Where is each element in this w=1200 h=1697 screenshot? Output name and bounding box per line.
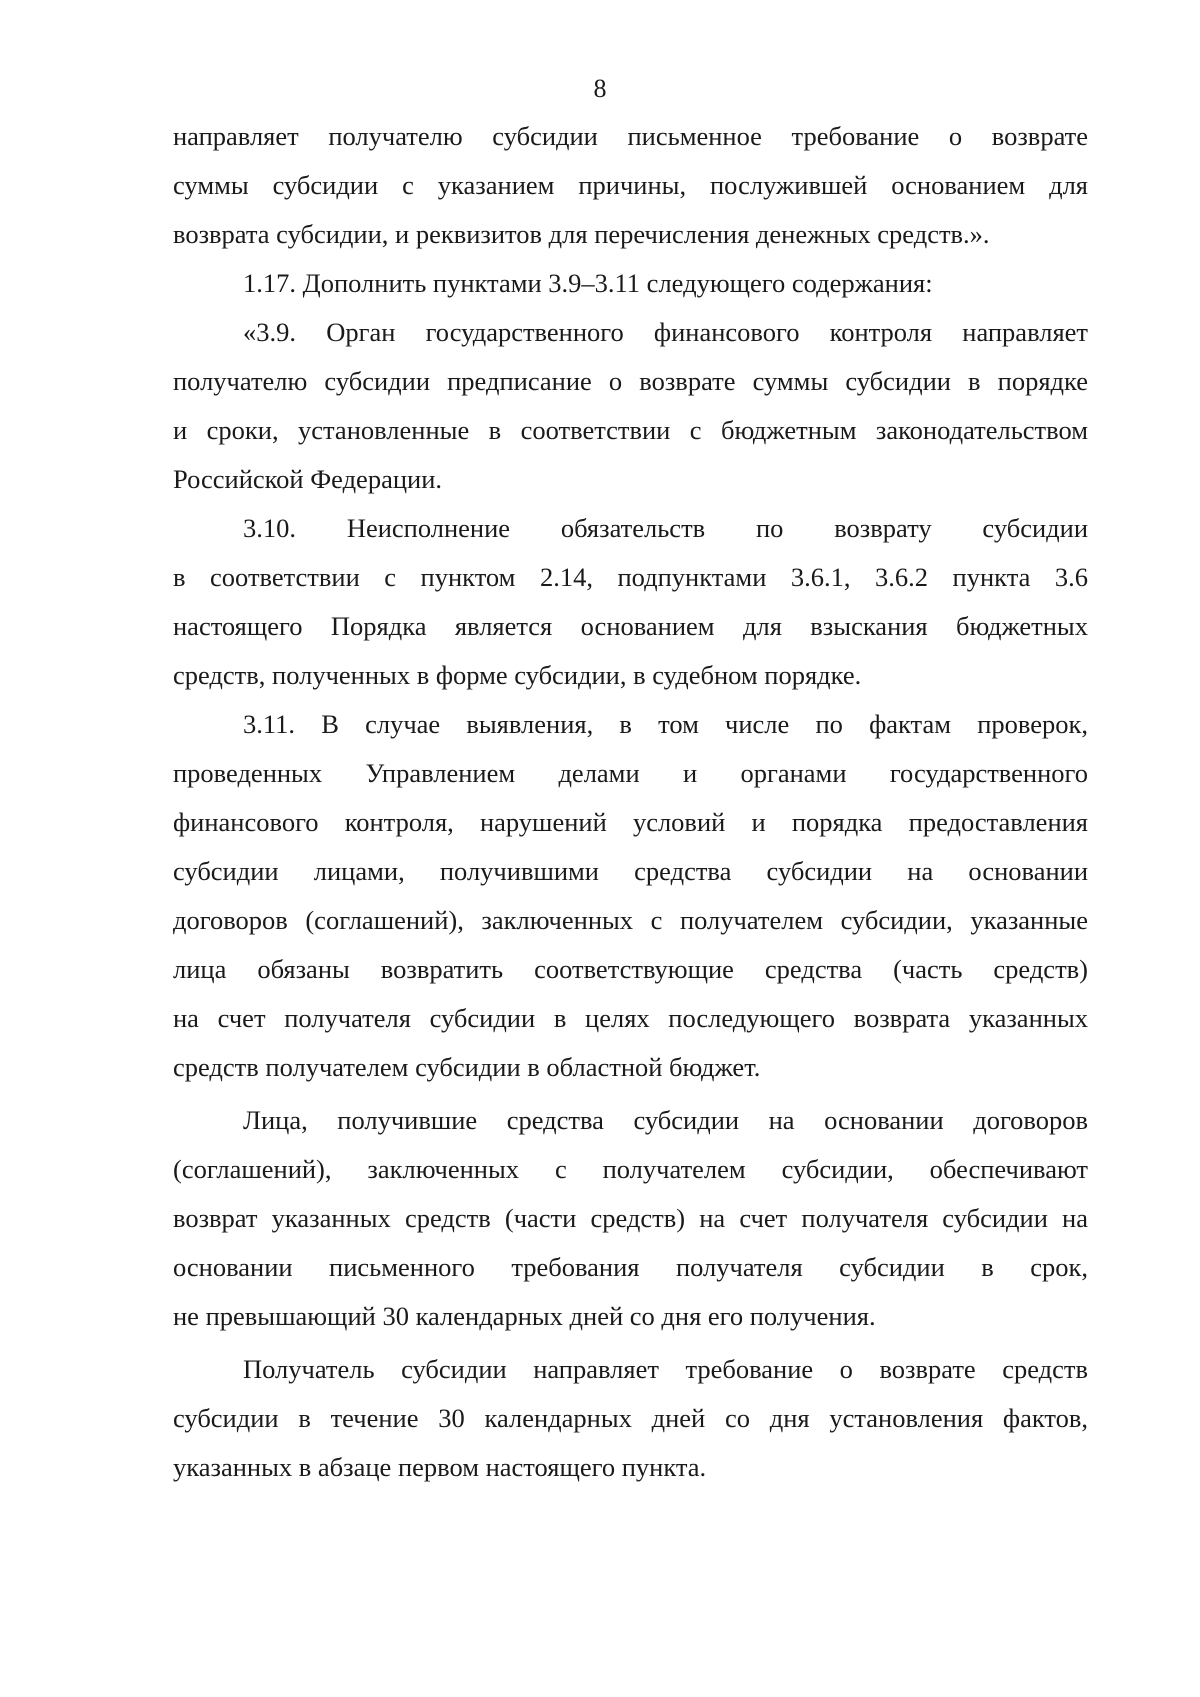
text-line: основании письменного требования получателя субсидии в срок, — [173, 1252, 1088, 1282]
text-line: возврата субсидии, и реквизитов для перечисления денежных средств.». — [173, 219, 990, 249]
document-body — [173, 112, 1088, 1492]
text-line: средств получателем субсидии в областной бюджет. — [173, 1052, 761, 1082]
text-line: суммы субсидии с указанием причины, послужившей основанием для — [173, 170, 1088, 200]
text-line: направляет получателю субсидии письменное требование о возврате — [173, 121, 1088, 151]
text-line: Лица, получившие средства субсидии на основании договоров — [243, 1105, 1088, 1135]
text-line: 1.17. Дополнить пунктами 3.9–3.11 следующего содержания: — [243, 268, 933, 298]
text-line: договоров (соглашений), заключенных с получателем субсидии, указанные — [173, 905, 1088, 935]
text-line: получателю субсидии предписание о возврате суммы субсидии в порядке — [173, 366, 1088, 396]
text-line: Получатель субсидии направляет требование о возврате средств — [243, 1354, 1088, 1384]
text-line: проведенных Управлением делами и органами государственного — [173, 758, 1088, 788]
text-line: (соглашений), заключенных с получателем субсидии, обеспечивают — [173, 1154, 1088, 1184]
text-line: Российской Федерации. — [173, 464, 442, 494]
text-line: средств, полученных в форме субсидии, в судебном порядке. — [173, 660, 862, 690]
text-line: указанных в абзаце первом настоящего пункта. — [173, 1452, 707, 1482]
page-number: 8 — [593, 74, 607, 103]
text-line: «3.9. Орган государственного финансового контроля направляет — [243, 317, 1088, 347]
text-line: субсидии в течение 30 календарных дней со дня установления фактов, — [173, 1403, 1088, 1433]
text-line: в соответствии с пунктом 2.14, подпунктами 3.6.1, 3.6.2 пункта 3.6 — [173, 562, 1088, 592]
text-line: и сроки, установленные в соответствии с бюджетным законодательством — [173, 415, 1088, 445]
text-line: на счет получателя субсидии в целях последующего возврата указанных — [173, 1003, 1088, 1033]
text-line: не превышающий 30 календарных дней со дня его получения. — [173, 1301, 876, 1331]
text-line: возврат указанных средств (части средств) на счет получателя субсидии на — [173, 1203, 1088, 1233]
text-line: настоящего Порядка является основанием для взыскания бюджетных — [173, 611, 1088, 641]
text-line: 3.10. Неисполнение обязательств по возврату субсидии — [243, 513, 1088, 543]
text-line: 3.11. В случае выявления, в том числе по фактам проверок, — [243, 709, 1088, 739]
text-line: субсидии лицами, получившими средства субсидии на основании — [173, 856, 1088, 886]
text-line: лица обязаны возвратить соответствующие средства (часть средств) — [173, 954, 1088, 984]
text-line: финансового контроля, нарушений условий и порядка предоставления — [173, 807, 1088, 837]
